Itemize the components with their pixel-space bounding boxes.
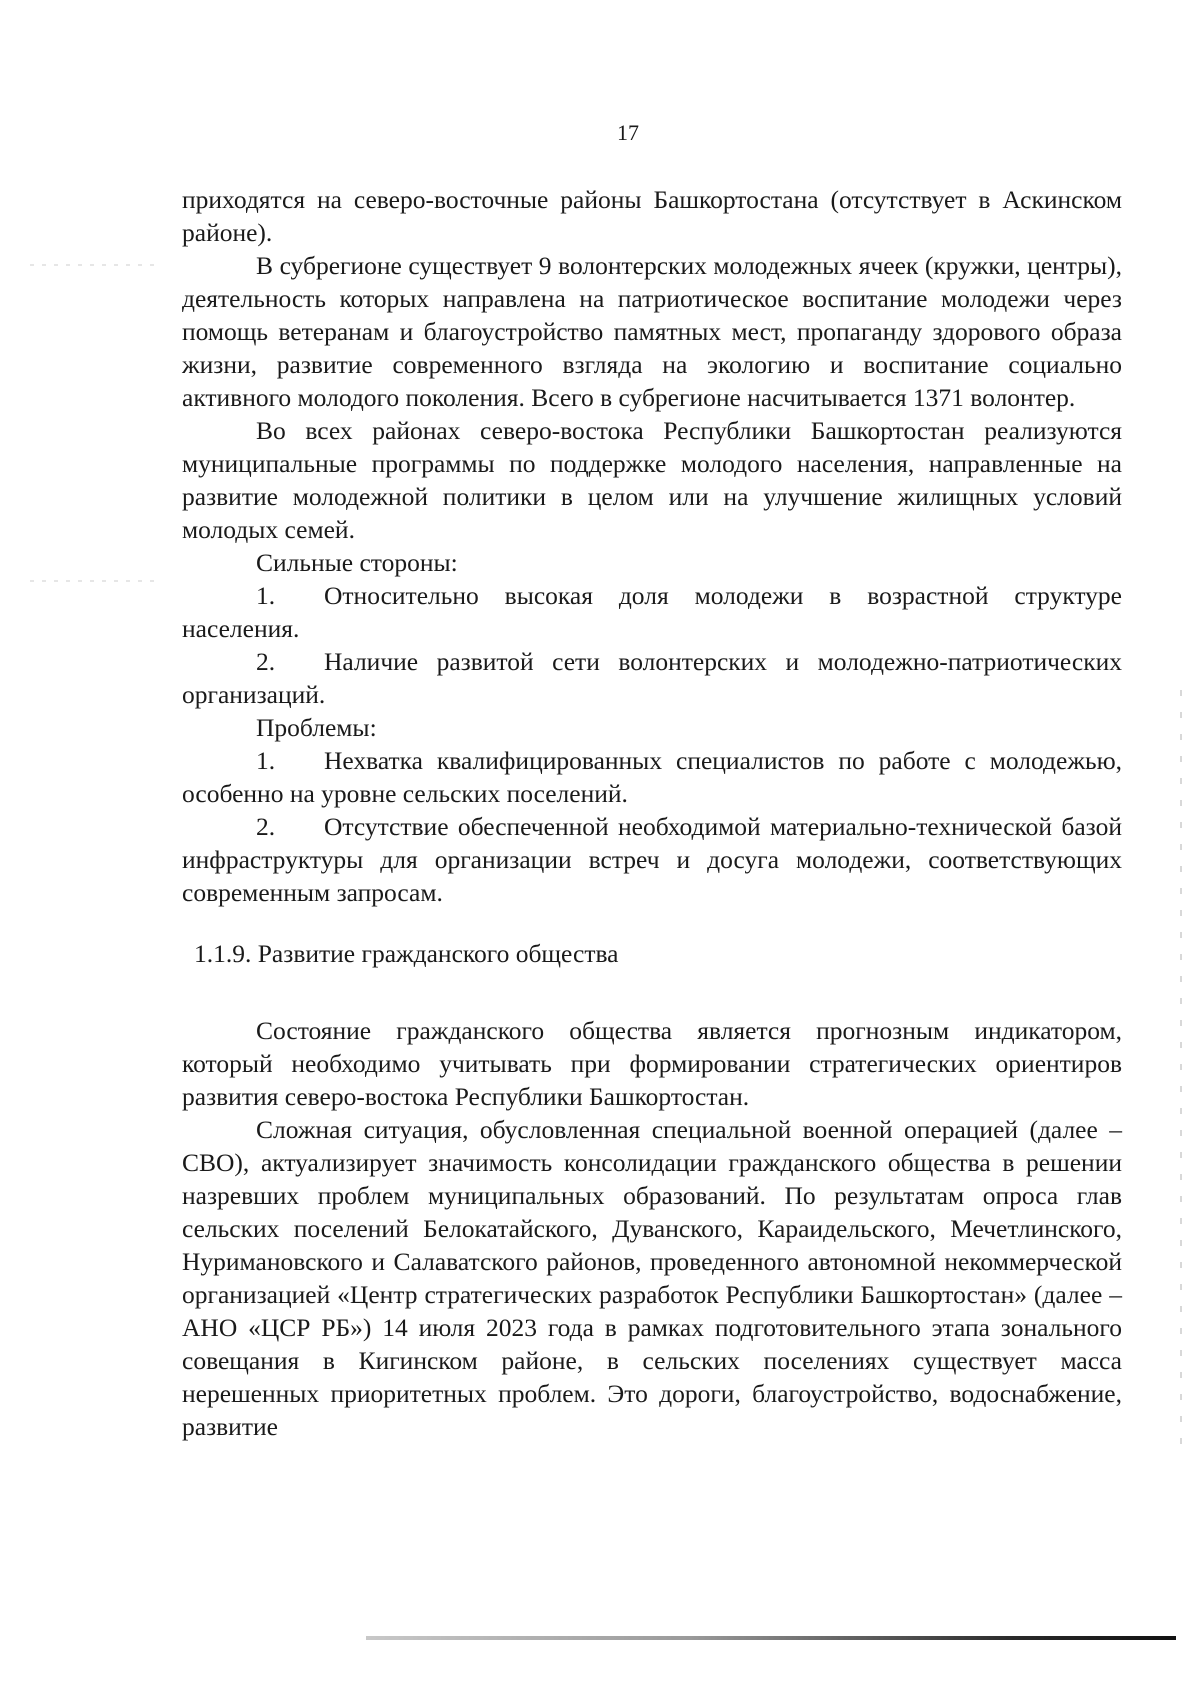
- list-item-text: Относительно высокая доля молодежи в возрастной структуре населения.: [182, 581, 1122, 643]
- problems-item: [182, 744, 1122, 810]
- bottom-scan-edge: [366, 1636, 1176, 1640]
- problems-title: Проблемы:: [256, 713, 377, 742]
- document-body: [182, 183, 1122, 1443]
- section-heading: 1.1.9. Развитие гражданского общества: [194, 939, 619, 968]
- list-item-text: Нехватка квалифицированных специалистов по работе с молодежью, особенно на уровне сельских поселений.: [182, 746, 1122, 808]
- scan-artifact: [30, 264, 160, 266]
- paragraph-civil-society-state: Состояние гражданского общества является прогнозным индикатором, который необходимо учитывать при формировании стратегических ориентиров развития северо-востока Республики Башкортостан.: [182, 1016, 1122, 1111]
- paragraph-continuation: приходятся на северо-восточные районы Башкортостана (отсутствует в Аскинском районе).: [182, 185, 1122, 247]
- strengths-item: [182, 645, 1122, 711]
- paragraph-svo-situation: Сложная ситуация, обусловленная специальной военной операцией (далее – СВО), актуализирует значимость консолидации гражданского общества в решении назревших проблем муниципальных образований. По результатам опроса глав сельских поселений Белокатайского, Дуванского, Караидельского, Мечетлинского, Нуримановского и Салаватского районов, проведенного автономной некоммерческой организацией «Центр стратегических разработок Республики Башкортостан» (далее – АНО «ЦСР РБ») 14 июля 2023 года в рамках подготовительного этапа зонального совещания в Кигинском районе, в сельских поселениях существует масса нерешенных приоритетных проблем. Это дороги, благоустройство, водоснабжение, развитие: [182, 1115, 1122, 1441]
- page-number: 17: [617, 120, 639, 145]
- list-number: 1.: [256, 581, 276, 610]
- problems-item: [182, 810, 1122, 909]
- paragraph-municipal-programs: Во всех районах северо-востока Республики Башкортостан реализуются муниципальные программы по поддержке молодого населения, направленные на развитие молодежной политики в целом или на улучшение жилищных условий молодых семей.: [182, 416, 1122, 544]
- list-item-text: Наличие развитой сети волонтерских и молодежно-патриотических организаций.: [182, 647, 1122, 709]
- scan-artifact: [1180, 690, 1182, 1450]
- list-number: 2.: [256, 812, 276, 841]
- strengths-item: [182, 579, 1122, 645]
- list-item-text: Отсутствие обеспеченной необходимой материально-технической базой инфраструктуры для организации встреч и досуга молодежи, соответствующих современным запросам.: [182, 812, 1122, 907]
- list-number: 2.: [256, 647, 276, 676]
- strengths-title: Сильные стороны:: [256, 548, 458, 577]
- list-number: 1.: [256, 746, 276, 775]
- paragraph-volunteer-cells: В субрегионе существует 9 волонтерских молодежных ячеек (кружки, центры), деятельность которых направлена на патриотическое воспитание молодежи через помощь ветеранам и благоустройство памятных мест, пропаганду здорового образа жизни, развитие современного взгляда на экологию и воспитание социально активного молодого поколения. Всего в субрегионе насчитывается 1371 волонтер.: [182, 251, 1122, 412]
- scan-artifact: [30, 580, 160, 582]
